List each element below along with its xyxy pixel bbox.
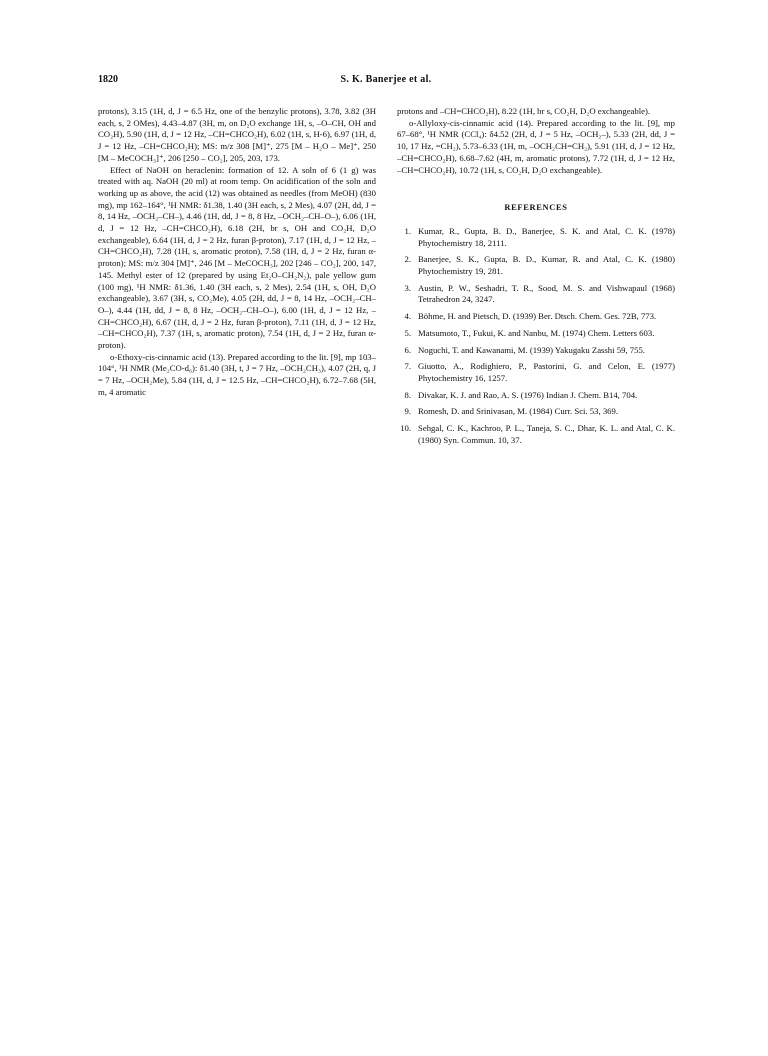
reference-text: Romesh, D. and Srinivasan, M. (1984) Curr. Sci. 53, 369. [418,406,619,417]
reference-text: Noguchi, T. and Kawanami, M. (1939) Yakugaku Zasshi 59, 755. [418,344,645,355]
page-number: 1820 [98,74,118,85]
paragraph-naoh-heraclenin: Effect of NaOH on heraclenin: formation of 12. A soln of 6 (1 g) was treated with aq. NaOH (20 ml) at room temp. On acidification of the soln and working up as above, the acid (12) was obtained as needles (from MeOH) (830 mg), mp 162–164°, ¹H NMR: δ1.38, 1.40 (3H each, s, 2 Mes), 4.07 (2H, dd, J = 8, 14 Hz, –OCH₂–CH–), 4.46 (1H, dd, J = 8, 8 Hz, –OCH₂–CH–O–), 6.06 (1H, d, J = 12 Hz, –CH=CHCO₂H), 6.18 (2H, br s, OH and CO₂H, D₂O exchangeable), 6.64 (1H, d, J = 2 Hz, furan β-proton), 7.17 (1H, d, J = 12 Hz, –CH=CHCO₂H), 7.28 (1H, s, aromatic proton), 7.58 (1H, d, J = 2 Hz, furan α-proton); MS: m/z 304 [M]⁺, 246 [M – MeCOCH₃], 202 [246 – CO₂], 200, 147, 145. Methyl ester of 12 (prepared by using Et₂O–CH₂N₂), pale yellow gum (100 mg), ¹H NMR: δ1.36, 1.40 (3H each, s, 2 Mes), 2.54 (1H, s, OH, D₂O exchangeable), 3.67 (3H, s, CO₂Me), 4.05 (2H, dd, J = 8, 14 Hz, –OCH₂–CH–O–), 4.44 (1H, dd, J = 8, 8 Hz, –OCH₂–CH–O–), 6.00 (1H, d, J = 12 Hz, –CH=CHCO₂H), 6.67 (1H, d, J = 2 Hz, furan β-proton), 7.11 (1H, d, J = 12 Hz, –CH=CHCO₂H), 7.37 (1H, s, aromatic proton), 7.54 (1H, d, J = 2 Hz, furan α-proton). [98,164,376,351]
reference-text: Matsumoto, T., Fukui, K. and Nanbu, M. (1974) Chem. Letters 603. [418,327,655,338]
reference-text: Banerjee, S. K., Gupta, B. D., Kumar, R. and Atal, C. K. (1980) Phytochemistry 19, 281. [418,254,675,277]
reference-number: 5. [404,327,411,338]
reference-item [397,406,675,418]
reference-item [397,345,675,357]
reference-text: Giuotto, A., Rodighiero, P., Pastorini, G. and Celon, E. (1977) Phytochemistry 16, 1257. [418,361,675,383]
reference-text: Sehgal, C. K., Kachroo, P. L., Taneja, S. C., Dhar, K. L. and Atal, C. K. (1980) Syn. Commun. 10, 37. [418,423,675,445]
reference-text: Kumar, R., Gupta, B. D., Banerjee, S. K. and Atal, C. K. (1978) Phytochemistry 18, 2111. [418,225,675,248]
paragraph-ethoxy-cinnamic-acid: o-Ethoxy-cis-cinnamic acid (13). Prepared according to the lit. [9], mp 103–104°, ¹H NMR (Me₂CO-d₆): δ1.40 (3H, t, J = 7 Hz, –OCH₂CH₃), 4.07 (2H, q, J = 7 Hz, –OCH₂Me), 5.84 (1H, d, J = 12.5 Hz, –CH=CHCO₂H), 6.72–7.68 (5H, m, 4 aromatic [98,351,376,397]
running-title: S. K. Banerjee et al. [340,74,432,85]
reference-item [397,283,675,306]
reference-number: 9. [404,406,411,417]
references-heading: REFERENCES [504,203,568,213]
reference-number: 8. [404,389,411,400]
references-list [397,226,675,447]
paragraph-continued-nmr: protons), 3.15 (1H, d, J = 6.5 Hz, one of the benzylic protons), 3.78, 3.82 (3H each, s, 2 OMes), 4.43–4.87 (3H, m, on D₂O exchange 1H, s, –O–CH, OH and CO₂H), 5.90 (1H, d, J = 12 Hz, –CH=CHCO₂H), 6.02 (1H, s, H-6), 6.97 (1H, d, J = 12 Hz, –CH=CHCO₂H); MS: m/z 308 [M]⁺, 275 [M – H₂O – Me]⁺, 250 [M – MeCOCH₃]⁺, 206 [250 – CO₂], 205, 203, 173. [98,106,376,163]
reference-text: Austin, P. W., Seshadri, T. R., Sood, M. S. and Vishwapaul (1968) Tetrahedron 24, 3247. [418,282,675,305]
reference-text: Böhme, H. and Pietsch, D. (1939) Ber. Dtsch. Chem. Ges. 72B, 773. [418,311,657,322]
paragraph-allyloxy-cinnamic-acid: o-Allyloxy-cis-cinnamic acid (14). Prepared according to the lit. [9], mp 67–68°, ¹H NMR (CCl₄): δ4.52 (2H, d, J = 5 Hz, –OCH₂–), 5.33 (2H, dd, J = 10, 17 Hz, =CH₂), 5.73–6.33 (1H, m, –OCH₂CH=CH₂), 5.91 (1H, d, J = 12 Hz, –CH=CHCO₂H), 6.68–7.62 (4H, m, aromatic protons), 7.72 (1H, d, J = 12 Hz, –CH=CHCO₂H), 10.72 (1H, s, CO₂H, D₂O exchangeable). [397,117,675,175]
reference-number: 1. [404,225,411,236]
reference-number: 6. [404,344,411,355]
reference-item [397,423,675,446]
left-column [98,106,376,399]
reference-number: 7. [404,361,411,372]
reference-item [397,311,675,323]
reference-number: 4. [404,311,411,322]
reference-item [397,390,675,402]
reference-item [397,254,675,277]
reference-item [397,226,675,249]
reference-number: 10. [400,423,411,434]
page-header [98,74,674,88]
reference-number: 3. [404,282,411,293]
paragraph-continued-aromatic: protons and –CH=CHCO₂H), 8.22 (1H, br s, CO₂H, D₂O exchangeable). [397,106,651,116]
right-column [397,106,675,451]
reference-text: Divakar, K. J. and Rao, A. S. (1976) Indian J. Chem. B14, 704. [418,389,638,400]
reference-number: 2. [404,254,411,265]
reference-item [397,328,675,340]
reference-item [397,361,675,384]
